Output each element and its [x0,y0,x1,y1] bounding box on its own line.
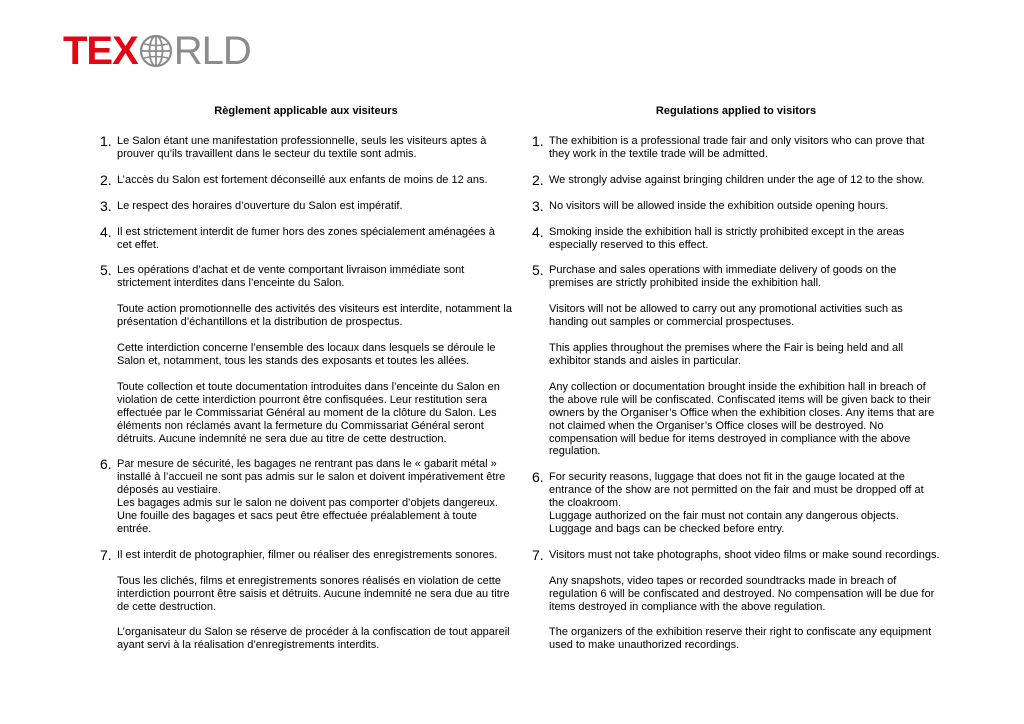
rule-number: 1. [100,133,112,149]
rule-paragraph: Tous les clichés, films et enregistrements sonores réalisés en violation de cette interdiction pourront être saisis et détruits. Aucune indemnité ne sera due au titre de cette destruction. [117,574,510,613]
rule-number: 6. [100,456,112,473]
rule-paragraph: Smoking inside the exhibition hall is strictly prohibited except in the areas especially reserved to this effect. [549,225,905,251]
rule-paragraph: Toute collection et toute documentation introduites dans l’enceinte du Salon en violation de cette interdiction pourront être confisquées. Leur restitution sera effectuée par le Commissariat Général au moment de la clôture du Salon. Les éléments non réclamés avant la fermeture du Commissariat Général seront détruits. Aucune indemnité ne sera due au titre de cette destruction. [117,380,500,445]
rule-paragraph: This applies throughout the premises where the Fair is being held and all exhibitor stands and aisles in particular. [549,342,904,367]
rule-number: 2. [532,171,544,188]
french-rule-1 [100,135,512,161]
rule-paragraph: Les opérations d’achat et de vente comportant livraison immédiate sont strictement interdites dans l’enceinte du Salon. [117,264,465,290]
french-regulations-column [100,104,512,665]
english-rule-5 [532,264,940,458]
french-rule-5 [100,264,512,445]
rule-paragraph: Any collection or documentation brought inside the exhibition hall in breach of the above rule will be confiscated. Confiscated items will be given back to their owners by the Organiser’s Office when the exhibition closes. Any items that are not claimed when the Organiser’s Office closes will be destroyed. No compensation will bedue for items destroyed in compliance with the above regulation. [549,380,935,458]
rule-paragraph: We strongly advise against bringing children under the age of 12 to the show. [549,173,925,186]
texworld-logo [63,29,251,73]
french-rule-6 [100,458,512,535]
rule-paragraph: The exhibition is a professional trade fair and only visitors who can prove that they work in the textile trade will be admitted. [549,135,925,160]
rule-number: 5. [100,262,112,279]
rule-paragraph: Any snapshots, video tapes or recorded soundtracks made in breach of regulation 6 will be confiscated and destroyed. No compensation will be due for items destroyed in compliance with the above regulation. [549,574,935,613]
rule-number: 3. [532,197,544,214]
rule-paragraph: No visitors will be allowed inside the exhibition outside opening hours. [549,199,889,212]
french-rule-3 [100,197,512,214]
rule-number: 5. [532,262,544,279]
rule-paragraph: Par mesure de sécurité, les bagages ne rentrant pas dans le « gabarit métal » installé à l’accueil ne sont pas admis sur le salon et doivent impérativement être déposés au vestiaire. Les bagages admis sur le salon ne doivent pas comporter d’objets dangereux. Une fouille des bagages et sacs peut être effectuée préalablement à toute entrée. [117,458,506,535]
rule-number: 7. [100,546,112,563]
rule-paragraph: Cette interdiction concerne l’ensemble des locaux dans lesquels se déroule le Salon et, notamment, tous les stands des exposants et toutes les allées. [117,342,496,367]
french-rule-2 [100,171,512,188]
rule-paragraph: L’organisateur du Salon se réserve de procéder à la confiscation de tout appareil ayant servi à la réalisation d’enregistrements interdits. [117,626,510,652]
english-rule-6 [532,471,940,536]
rule-paragraph: Il est strictement interdit de fumer hors des zones spécialement aménagées à cet effet. [117,225,495,251]
english-rule-2 [532,171,940,188]
rule-number: 2. [100,171,112,188]
globe-icon [139,34,173,68]
french-title: Règlement applicable aux visiteurs [214,105,398,117]
rule-paragraph: Visitors must not take photographs, shoot video films or make sound recordings. [549,548,940,561]
rule-paragraph: For security reasons, luggage that does not fit in the gauge located at the entrance of the show are not permitted on the fair and must be dropped off at the cloakroom. Luggage authorized on the fair must not contain any dangerous objects. Luggage and bags can be checked before entry. [549,471,924,535]
french-rules-list [100,135,512,652]
rule-number: 4. [532,223,544,240]
french-rule-7 [100,546,512,652]
rule-number: 3. [100,197,112,214]
rule-paragraph: Visitors will not be allowed to carry out any promotional activities such as handing out samples or commercial prospectuses. [549,303,903,329]
rule-paragraph: Le Salon étant une manifestation professionnelle, seuls les visiteurs aptes à prouver qu’ils travaillent dans le secteur du textile sont admis. [117,135,487,160]
rule-paragraph: The organizers of the exhibition reserve their right to confiscate any equipment used to make unauthorized recordings. [549,626,932,652]
english-regulations-column [532,104,940,665]
logo-rld-text: RLD [173,29,251,73]
english-title: Regulations applied to visitors [655,105,817,117]
rule-paragraph: Le respect des horaires d’ouverture du Salon est impératif. [117,199,403,212]
rule-number: 7. [532,546,544,563]
english-rule-7 [532,546,940,652]
logo-tex-text: TEX [63,29,138,73]
english-rules-list [532,135,940,652]
rule-paragraph: L’accès du Salon est fortement déconseillé aux enfants de moins de 12 ans. [117,173,488,186]
rule-number: 1. [532,133,544,149]
rule-number: 4. [100,223,112,240]
french-rule-4 [100,223,512,252]
rule-paragraph: Il est interdit de photographier, filmer ou réaliser des enregistrements sonores. [117,548,498,561]
rule-paragraph: Toute action promotionnelle des activités des visiteurs est interdite, notamment la présentation d’échantillons et la distribution de prospectus. [117,303,512,329]
english-rule-4 [532,223,940,252]
rule-paragraph: Purchase and sales operations with immediate delivery of goods on the premises are strictly prohibited inside the exhibition hall. [549,264,897,290]
english-rule-3 [532,197,940,214]
rule-number: 6. [532,469,544,486]
english-rule-1 [532,135,940,161]
